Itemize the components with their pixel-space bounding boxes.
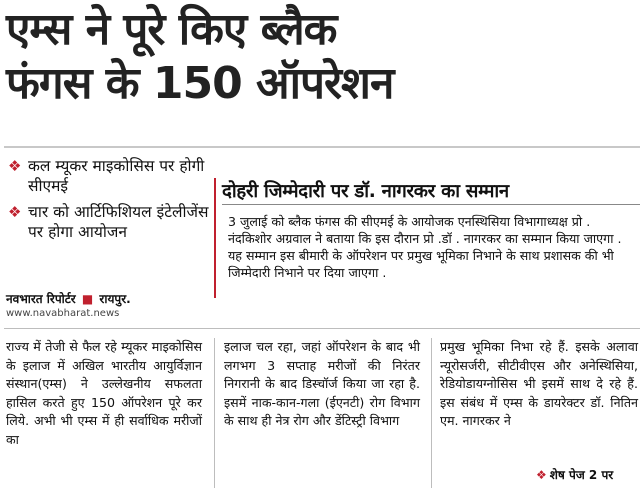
- body-column-2: इलाज चल रहा, जहां ऑपरेशन के बाद भी लगभग 3 सप्ताह मरीजों की निरंतर निगरानी के बाद डिस्चॉर्ज किया जा रहा है. इसमें नाक-कान-गला (ईएनटी) रोग विभाग के साथ ही नेत्र रोग और डेंटिस्ट्री विभाग: [224, 339, 420, 429]
- columns-divider: [4, 328, 640, 329]
- body-column-1: राज्य में तेजी से फैल रहे म्यूकर माइकोसिस के इलाज में अखिल भारतीय आयुर्विज्ञान संस्थान(एम्स) ने उल्लेखनीय सफलता हासिल करते हुए 150 ऑपरेशन पूरे कर लिये. अभी भी एम्स में ही सर्वाधिक मरीजों का: [6, 339, 202, 447]
- continued-text: शेष पेज 2 पर: [549, 468, 614, 482]
- column-rule: [214, 338, 215, 488]
- diamond-bullet-icon: ❖: [8, 203, 22, 221]
- body-column-3: प्रमुख भूमिका निभा रहे हैं. इसके अलावा न्यूरोसर्जरी, सीटीवीएस और अनेस्थिसिया, रेडियोडायग्नोसिस भी इसमें साथ दे रहे हैं. इस संबंध में एम्स के डायरेक्टर डॉ. नितिन एम. नागरकर ने: [440, 339, 638, 429]
- website-url: www.navabharat.news: [6, 308, 120, 319]
- headline-line-2: फंगस के 150 ऑपरेशन: [6, 58, 394, 109]
- highlight-item: [6, 156, 210, 196]
- diamond-bullet-icon: ❖: [8, 157, 22, 175]
- headline: [6, 4, 640, 110]
- reporter-name: नवभारत रिपोर्टर: [6, 292, 76, 306]
- subhead-underline: [222, 204, 640, 205]
- byline: [6, 290, 131, 307]
- column-rule: [431, 338, 432, 488]
- highlight-text: कल म्यूकर माइकोसिस पर होगी सीएमई: [28, 157, 205, 195]
- subhead-accent-bar: [214, 178, 216, 298]
- highlight-text: चार को आर्टिफिशियल इंटेलीजेंस पर होगा आयोजन: [28, 203, 209, 241]
- lead-paragraph: 3 जुलाई को ब्लैक फंगस की सीएमई के आयोजक एनस्थिसिया विभागाध्यक्ष प्रो . नंदकिशोर अग्रवाल ने बताया कि इस दौरान प्रो .डॉ . नागरकर का सम्मान किया जाएगा . यह सम्मान इस बीमारी के ऑपरेशन पर प्रमुख भूमिका निभाने के साथ प्रशासक की भी जिम्मेदारी निभाने पर दिया जाएगा .: [228, 214, 622, 280]
- headline-line-1: एम्स ने पूरे किए ब्लैक: [6, 4, 337, 55]
- highlights-box: [6, 156, 210, 248]
- double-arrow-icon: ❖: [536, 468, 547, 482]
- subheading: दोहरी जिम्मेदारी पर डॉ. नागरकर का सम्मान: [222, 181, 509, 202]
- dateline-city: रायपुर.: [99, 292, 131, 306]
- byline-separator: ■: [81, 292, 94, 306]
- highlight-item: [6, 202, 210, 242]
- headline-divider: [4, 146, 640, 148]
- continued-note: [536, 466, 613, 483]
